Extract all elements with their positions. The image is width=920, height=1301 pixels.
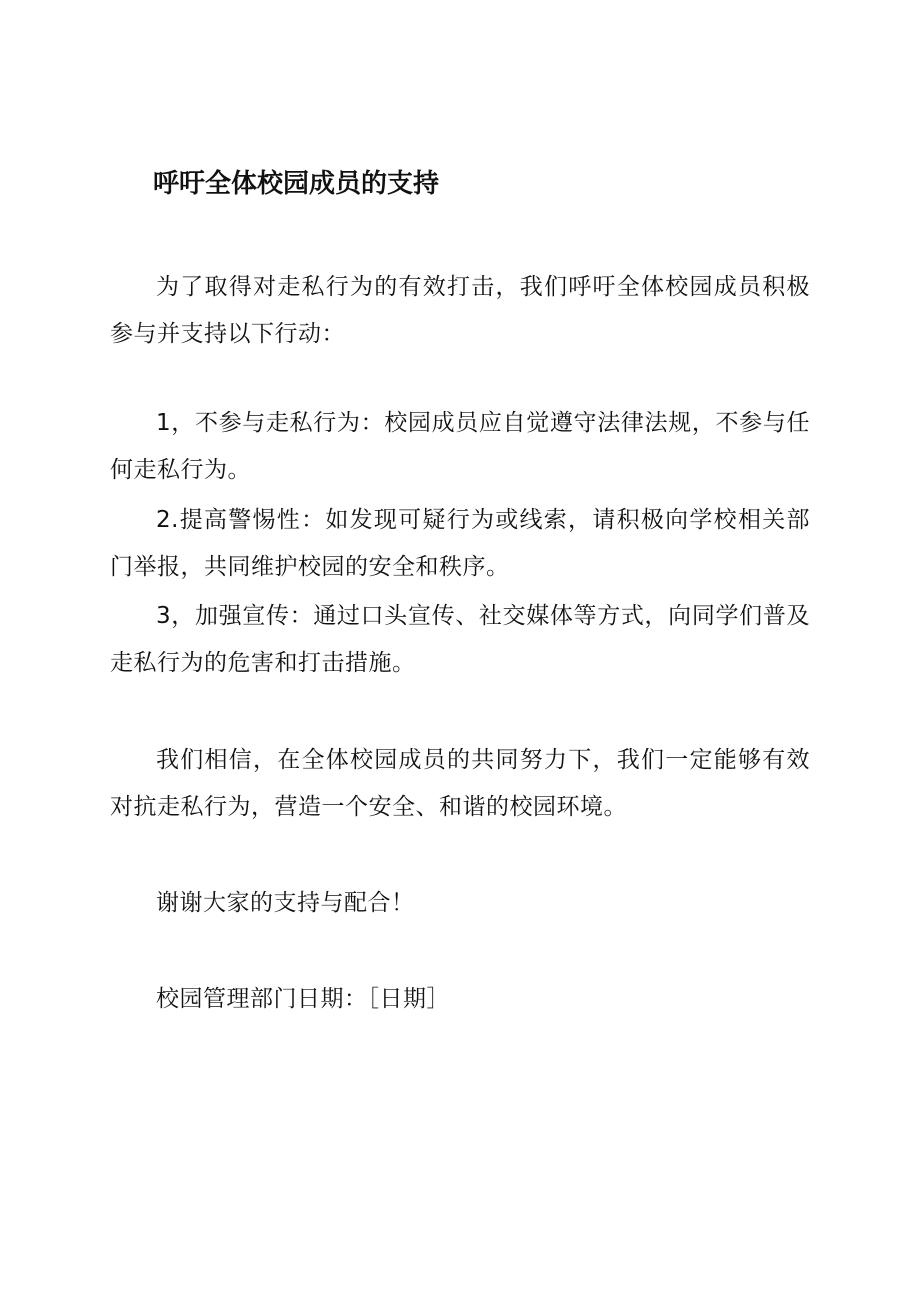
intro-paragraph: 为了取得对走私行为的有效打击，我们呼吁全体校园成员积极参与并支持以下行动： <box>110 274 810 347</box>
action-item-2: 2.提高警惕性：如发现可疑行为或线索，请积极向学校相关部门举报，共同维护校园的安全和秩序。 <box>110 507 810 580</box>
action-item-1: 1，不参与走私行为：校园成员应自觉遵守法律法规，不参与任何走私行为。 <box>110 410 810 483</box>
signature-line: 校园管理部门日期：［日期］ <box>156 986 450 1012</box>
document-title: 呼吁全体校园成员的支持 <box>153 169 440 199</box>
thanks-line: 谢谢大家的支持与配合！ <box>156 890 415 916</box>
action-item-3: 3，加强宣传：通过口头宣传、社交媒体等方式，向同学们普及走私行为的危害和打击措施。 <box>110 603 810 676</box>
belief-paragraph: 我们相信，在全体校园成员的共同努力下，我们一定能够有效对抗走私行为，营造一个安全、和谐的校园环境。 <box>110 747 810 820</box>
